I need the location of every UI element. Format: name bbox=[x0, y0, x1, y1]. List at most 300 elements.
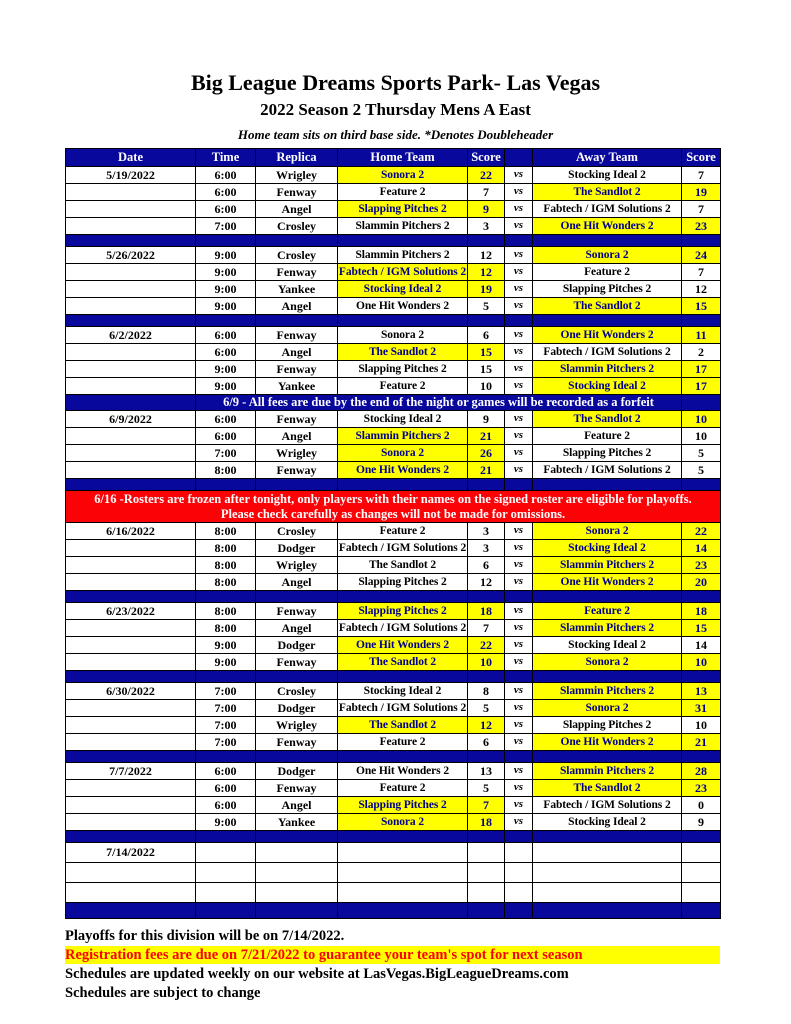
separator-row bbox=[66, 591, 721, 603]
roster-freeze-notice-line: Please check carefully as changes will not be made for omissions. bbox=[220, 506, 566, 521]
away-team-cell: Sonora 2 bbox=[533, 247, 682, 264]
away-score-cell: 0 bbox=[682, 797, 721, 814]
home-score-cell: 12 bbox=[468, 574, 505, 591]
date-cell bbox=[66, 298, 196, 315]
replica-cell: Angel bbox=[256, 344, 338, 361]
time-cell: 9:00 bbox=[196, 264, 256, 281]
vs-cell: vs bbox=[505, 411, 533, 428]
separator-cell bbox=[533, 903, 682, 919]
time-cell: 7:00 bbox=[196, 700, 256, 717]
replica-cell: Fenway bbox=[256, 184, 338, 201]
home-team-cell: Slapping Pitches 2 bbox=[338, 603, 468, 620]
separator-cell bbox=[256, 315, 338, 327]
away-score-cell: 21 bbox=[682, 734, 721, 751]
away-score-cell: 10 bbox=[682, 717, 721, 734]
separator-cell bbox=[682, 671, 721, 683]
date-cell bbox=[66, 797, 196, 814]
home-team-cell: Slammin Pitchers 2 bbox=[338, 218, 468, 235]
home-score-cell bbox=[468, 843, 505, 863]
replica-cell: Fenway bbox=[256, 780, 338, 797]
separator-cell bbox=[66, 751, 196, 763]
page-footer bbox=[65, 927, 720, 1002]
away-team-cell: The Sandlot 2 bbox=[533, 298, 682, 315]
separator-cell bbox=[505, 831, 533, 843]
replica-cell: Dodger bbox=[256, 540, 338, 557]
date-cell bbox=[66, 184, 196, 201]
vs-cell: vs bbox=[505, 428, 533, 445]
date-cell bbox=[66, 717, 196, 734]
empty-row bbox=[66, 843, 721, 863]
game-row bbox=[66, 167, 721, 184]
date-cell: 5/19/2022 bbox=[66, 167, 196, 184]
away-team-cell: Sonora 2 bbox=[533, 654, 682, 671]
away-team-cell: Stocking Ideal 2 bbox=[533, 167, 682, 184]
vs-cell bbox=[505, 863, 533, 883]
date-cell: 6/2/2022 bbox=[66, 327, 196, 344]
game-row bbox=[66, 763, 721, 780]
vs-cell: vs bbox=[505, 557, 533, 574]
replica-cell: Angel bbox=[256, 428, 338, 445]
home-team-cell: Feature 2 bbox=[338, 523, 468, 540]
away-score-cell bbox=[682, 883, 721, 903]
separator-cell bbox=[468, 831, 505, 843]
time-cell: 8:00 bbox=[196, 557, 256, 574]
home-team-cell: Slapping Pitches 2 bbox=[338, 797, 468, 814]
separator-cell bbox=[256, 235, 338, 247]
replica-cell: Fenway bbox=[256, 327, 338, 344]
separator-cell bbox=[196, 831, 256, 843]
away-team-cell: Slapping Pitches 2 bbox=[533, 281, 682, 298]
away-team-cell: Slammin Pitchers 2 bbox=[533, 620, 682, 637]
home-score-cell: 6 bbox=[468, 734, 505, 751]
time-cell: 6:00 bbox=[196, 344, 256, 361]
date-cell: 6/23/2022 bbox=[66, 603, 196, 620]
time-cell: 7:00 bbox=[196, 717, 256, 734]
vs-cell: vs bbox=[505, 700, 533, 717]
date-cell bbox=[66, 281, 196, 298]
game-row bbox=[66, 281, 721, 298]
home-score-cell: 10 bbox=[468, 378, 505, 395]
separator-cell bbox=[533, 591, 682, 603]
vs-cell: vs bbox=[505, 201, 533, 218]
time-cell: 8:00 bbox=[196, 574, 256, 591]
vs-cell: vs bbox=[505, 462, 533, 479]
separator-cell bbox=[338, 751, 468, 763]
vs-cell: vs bbox=[505, 540, 533, 557]
separator-cell bbox=[682, 591, 721, 603]
game-row bbox=[66, 734, 721, 751]
date-cell bbox=[66, 378, 196, 395]
roster-freeze-notice-line: 6/16 -Rosters are frozen after tonight, only players with their names on the signed roster are eligible for playoffs. bbox=[94, 491, 692, 506]
separator-row bbox=[66, 751, 721, 763]
column-header: Time bbox=[196, 149, 256, 167]
replica-cell: Yankee bbox=[256, 814, 338, 831]
replica-cell: Fenway bbox=[256, 734, 338, 751]
separator-cell bbox=[533, 235, 682, 247]
separator-cell bbox=[338, 831, 468, 843]
vs-cell: vs bbox=[505, 654, 533, 671]
time-cell: 9:00 bbox=[196, 814, 256, 831]
home-team-cell: Sonora 2 bbox=[338, 814, 468, 831]
separator-cell bbox=[196, 315, 256, 327]
separator-cell bbox=[256, 591, 338, 603]
home-team-cell: One Hit Wonders 2 bbox=[338, 637, 468, 654]
schedule-table bbox=[65, 148, 721, 919]
home-score-cell: 15 bbox=[468, 361, 505, 378]
replica-cell: Fenway bbox=[256, 654, 338, 671]
home-team-cell: Feature 2 bbox=[338, 378, 468, 395]
page-title: Big League Dreams Sports Park- Las Vegas bbox=[190, 70, 601, 95]
separator-cell bbox=[682, 751, 721, 763]
vs-cell: vs bbox=[505, 344, 533, 361]
game-row bbox=[66, 637, 721, 654]
date-cell: 6/9/2022 bbox=[66, 411, 196, 428]
home-score-cell: 5 bbox=[468, 298, 505, 315]
separator-cell bbox=[468, 479, 505, 491]
separator-cell bbox=[66, 903, 196, 919]
away-team-cell: Feature 2 bbox=[533, 428, 682, 445]
game-row bbox=[66, 327, 721, 344]
home-team-cell: Slammin Pitchers 2 bbox=[338, 247, 468, 264]
date-cell bbox=[66, 361, 196, 378]
away-team-cell: The Sandlot 2 bbox=[533, 780, 682, 797]
column-header: Date bbox=[66, 149, 196, 167]
away-score-cell: 15 bbox=[682, 620, 721, 637]
separator-cell bbox=[468, 903, 505, 919]
away-score-cell: 9 bbox=[682, 814, 721, 831]
home-score-cell: 5 bbox=[468, 780, 505, 797]
separator-cell bbox=[682, 315, 721, 327]
game-row bbox=[66, 428, 721, 445]
date-cell bbox=[66, 445, 196, 462]
separator-cell bbox=[505, 315, 533, 327]
away-team-cell: One Hit Wonders 2 bbox=[533, 327, 682, 344]
home-team-cell: Fabtech / IGM Solutions 2 bbox=[338, 700, 468, 717]
replica-cell bbox=[256, 863, 338, 883]
vs-cell: vs bbox=[505, 717, 533, 734]
separator-cell bbox=[505, 591, 533, 603]
home-team-cell: The Sandlot 2 bbox=[338, 717, 468, 734]
vs-cell: vs bbox=[505, 683, 533, 700]
away-team-cell: The Sandlot 2 bbox=[533, 411, 682, 428]
away-team-cell: Slammin Pitchers 2 bbox=[533, 557, 682, 574]
replica-cell: Angel bbox=[256, 201, 338, 218]
time-cell: 9:00 bbox=[196, 378, 256, 395]
time-cell: 8:00 bbox=[196, 462, 256, 479]
game-row bbox=[66, 344, 721, 361]
separator-cell bbox=[533, 671, 682, 683]
away-score-cell: 7 bbox=[682, 167, 721, 184]
time-cell: 8:00 bbox=[196, 523, 256, 540]
home-team-cell: The Sandlot 2 bbox=[338, 654, 468, 671]
time-cell bbox=[196, 883, 256, 903]
replica-cell: Wrigley bbox=[256, 445, 338, 462]
home-team-cell bbox=[338, 863, 468, 883]
separator-cell bbox=[533, 315, 682, 327]
separator-cell bbox=[196, 479, 256, 491]
home-score-cell bbox=[468, 883, 505, 903]
home-score-cell: 12 bbox=[468, 264, 505, 281]
separator-cell bbox=[682, 235, 721, 247]
vs-cell: vs bbox=[505, 378, 533, 395]
column-header-row bbox=[66, 149, 721, 167]
away-score-cell: 5 bbox=[682, 462, 721, 479]
vs-cell: vs bbox=[505, 247, 533, 264]
away-team-cell: One Hit Wonders 2 bbox=[533, 574, 682, 591]
separator-cell bbox=[338, 591, 468, 603]
vs-cell: vs bbox=[505, 637, 533, 654]
away-score-cell: 18 bbox=[682, 603, 721, 620]
game-row bbox=[66, 218, 721, 235]
away-team-cell: The Sandlot 2 bbox=[533, 184, 682, 201]
time-cell bbox=[196, 863, 256, 883]
separator-cell bbox=[682, 903, 721, 919]
replica-cell: Fenway bbox=[256, 462, 338, 479]
home-score-cell: 21 bbox=[468, 428, 505, 445]
time-cell: 7:00 bbox=[196, 683, 256, 700]
replica-cell: Dodger bbox=[256, 637, 338, 654]
home-score-cell: 12 bbox=[468, 717, 505, 734]
date-cell bbox=[66, 462, 196, 479]
time-cell: 7:00 bbox=[196, 734, 256, 751]
replica-cell: Crosley bbox=[256, 523, 338, 540]
separator-cell bbox=[468, 751, 505, 763]
separator-cell bbox=[66, 235, 196, 247]
home-team-cell: Slapping Pitches 2 bbox=[338, 574, 468, 591]
replica-cell: Yankee bbox=[256, 281, 338, 298]
game-row bbox=[66, 574, 721, 591]
game-row bbox=[66, 700, 721, 717]
home-score-cell: 21 bbox=[468, 462, 505, 479]
home-score-cell: 10 bbox=[468, 654, 505, 671]
home-score-cell bbox=[468, 863, 505, 883]
separator-row bbox=[66, 831, 721, 843]
home-team-cell: Fabtech / IGM Solutions 2 bbox=[338, 264, 468, 281]
away-score-cell: 10 bbox=[682, 428, 721, 445]
home-team-cell: Feature 2 bbox=[338, 780, 468, 797]
away-team-cell: Fabtech / IGM Solutions 2 bbox=[533, 201, 682, 218]
roster-freeze-notice bbox=[66, 491, 721, 523]
vs-cell: vs bbox=[505, 264, 533, 281]
replica-cell: Dodger bbox=[256, 763, 338, 780]
time-cell: 7:00 bbox=[196, 445, 256, 462]
separator-cell bbox=[338, 479, 468, 491]
footer-line: Schedules are updated weekly on our website at LasVegas.BigLeagueDreams.com bbox=[65, 966, 569, 982]
empty-row bbox=[66, 863, 721, 883]
separator-cell bbox=[468, 235, 505, 247]
vs-cell: vs bbox=[505, 184, 533, 201]
away-score-cell: 17 bbox=[682, 378, 721, 395]
vs-cell: vs bbox=[505, 734, 533, 751]
date-cell bbox=[66, 540, 196, 557]
vs-cell: vs bbox=[505, 780, 533, 797]
vs-cell bbox=[505, 843, 533, 863]
away-score-cell: 13 bbox=[682, 683, 721, 700]
game-row bbox=[66, 717, 721, 734]
vs-cell: vs bbox=[505, 814, 533, 831]
separator-cell bbox=[533, 479, 682, 491]
date-cell bbox=[66, 574, 196, 591]
replica-cell: Crosley bbox=[256, 218, 338, 235]
date-cell: 6/30/2022 bbox=[66, 683, 196, 700]
date-cell bbox=[66, 428, 196, 445]
column-header bbox=[505, 149, 533, 167]
time-cell: 8:00 bbox=[196, 603, 256, 620]
separator-cell bbox=[256, 831, 338, 843]
schedule-table-head bbox=[66, 149, 721, 167]
vs-cell bbox=[505, 883, 533, 903]
time-cell: 9:00 bbox=[196, 281, 256, 298]
replica-cell: Crosley bbox=[256, 683, 338, 700]
home-score-cell: 7 bbox=[468, 620, 505, 637]
replica-cell: Wrigley bbox=[256, 717, 338, 734]
away-team-cell bbox=[533, 883, 682, 903]
home-score-cell: 22 bbox=[468, 167, 505, 184]
away-score-cell: 23 bbox=[682, 218, 721, 235]
date-cell: 6/16/2022 bbox=[66, 523, 196, 540]
home-team-cell: Stocking Ideal 2 bbox=[338, 411, 468, 428]
game-row bbox=[66, 797, 721, 814]
game-row bbox=[66, 378, 721, 395]
separator-cell bbox=[66, 671, 196, 683]
game-row bbox=[66, 462, 721, 479]
game-row bbox=[66, 780, 721, 797]
separator-cell bbox=[505, 235, 533, 247]
replica-cell: Angel bbox=[256, 298, 338, 315]
vs-cell: vs bbox=[505, 797, 533, 814]
game-row bbox=[66, 264, 721, 281]
away-team-cell: Slapping Pitches 2 bbox=[533, 717, 682, 734]
separator-cell bbox=[338, 235, 468, 247]
vs-cell: vs bbox=[505, 327, 533, 344]
home-team-cell: Slammin Pitchers 2 bbox=[338, 428, 468, 445]
replica-cell: Fenway bbox=[256, 361, 338, 378]
time-cell: 6:00 bbox=[196, 411, 256, 428]
separator-cell bbox=[338, 671, 468, 683]
game-row bbox=[66, 603, 721, 620]
separator-cell bbox=[533, 831, 682, 843]
time-cell: 6:00 bbox=[196, 184, 256, 201]
away-team-cell: Fabtech / IGM Solutions 2 bbox=[533, 344, 682, 361]
home-team-cell: The Sandlot 2 bbox=[338, 557, 468, 574]
replica-cell: Fenway bbox=[256, 411, 338, 428]
fees-notice-row bbox=[66, 395, 721, 411]
separator-cell bbox=[66, 479, 196, 491]
away-score-cell: 11 bbox=[682, 327, 721, 344]
game-row bbox=[66, 814, 721, 831]
separator-cell bbox=[505, 671, 533, 683]
vs-cell: vs bbox=[505, 620, 533, 637]
separator-cell bbox=[196, 671, 256, 683]
away-team-cell: Sonora 2 bbox=[533, 700, 682, 717]
time-cell: 6:00 bbox=[196, 167, 256, 184]
game-row bbox=[66, 523, 721, 540]
time-cell: 6:00 bbox=[196, 797, 256, 814]
home-team-cell: One Hit Wonders 2 bbox=[338, 763, 468, 780]
time-cell: 6:00 bbox=[196, 428, 256, 445]
separator-row bbox=[66, 479, 721, 491]
separator-cell bbox=[66, 591, 196, 603]
home-score-cell: 6 bbox=[468, 557, 505, 574]
time-cell: 9:00 bbox=[196, 298, 256, 315]
time-cell: 6:00 bbox=[196, 327, 256, 344]
separator-cell bbox=[66, 395, 196, 411]
away-team-cell: Feature 2 bbox=[533, 264, 682, 281]
date-cell bbox=[66, 344, 196, 361]
replica-cell bbox=[256, 843, 338, 863]
date-cell bbox=[66, 201, 196, 218]
time-cell: 9:00 bbox=[196, 247, 256, 264]
home-score-cell: 26 bbox=[468, 445, 505, 462]
separator-cell bbox=[66, 315, 196, 327]
page-subtitle: 2022 Season 2 Thursday Mens A East bbox=[260, 100, 531, 119]
game-row bbox=[66, 361, 721, 378]
home-score-cell: 22 bbox=[468, 637, 505, 654]
game-row bbox=[66, 557, 721, 574]
away-team-cell: Stocking Ideal 2 bbox=[533, 378, 682, 395]
date-cell bbox=[66, 654, 196, 671]
home-score-cell: 12 bbox=[468, 247, 505, 264]
vs-cell: vs bbox=[505, 523, 533, 540]
date-cell: 7/7/2022 bbox=[66, 763, 196, 780]
separator-cell bbox=[196, 235, 256, 247]
away-score-cell bbox=[682, 843, 721, 863]
separator-cell bbox=[682, 831, 721, 843]
home-team-cell: The Sandlot 2 bbox=[338, 344, 468, 361]
separator-cell bbox=[256, 479, 338, 491]
schedule-table-body bbox=[66, 167, 721, 919]
separator-cell bbox=[505, 751, 533, 763]
separator-cell bbox=[505, 903, 533, 919]
home-team-cell: Slapping Pitches 2 bbox=[338, 361, 468, 378]
home-team-cell: Sonora 2 bbox=[338, 445, 468, 462]
away-score-cell: 28 bbox=[682, 763, 721, 780]
separator-cell bbox=[338, 315, 468, 327]
separator-cell bbox=[256, 903, 338, 919]
game-row bbox=[66, 620, 721, 637]
page-header bbox=[0, 0, 791, 142]
home-team-cell: Stocking Ideal 2 bbox=[338, 281, 468, 298]
game-row bbox=[66, 411, 721, 428]
home-team-cell: Fabtech / IGM Solutions 2 bbox=[338, 540, 468, 557]
away-score-cell: 19 bbox=[682, 184, 721, 201]
time-cell: 6:00 bbox=[196, 780, 256, 797]
home-score-cell: 18 bbox=[468, 814, 505, 831]
vs-cell: vs bbox=[505, 763, 533, 780]
date-cell bbox=[66, 637, 196, 654]
away-score-cell: 7 bbox=[682, 201, 721, 218]
home-score-cell: 3 bbox=[468, 540, 505, 557]
away-score-cell bbox=[682, 863, 721, 883]
home-team-cell bbox=[338, 843, 468, 863]
away-team-cell: Stocking Ideal 2 bbox=[533, 814, 682, 831]
away-score-cell: 12 bbox=[682, 281, 721, 298]
game-row bbox=[66, 298, 721, 315]
game-row bbox=[66, 654, 721, 671]
date-cell: 5/26/2022 bbox=[66, 247, 196, 264]
away-score-cell: 7 bbox=[682, 264, 721, 281]
vs-cell: vs bbox=[505, 281, 533, 298]
column-header: Home Team bbox=[338, 149, 468, 167]
replica-cell: Dodger bbox=[256, 700, 338, 717]
replica-cell: Wrigley bbox=[256, 557, 338, 574]
separator-cell bbox=[256, 671, 338, 683]
time-cell: 6:00 bbox=[196, 763, 256, 780]
date-cell bbox=[66, 700, 196, 717]
away-score-cell: 14 bbox=[682, 540, 721, 557]
replica-cell: Crosley bbox=[256, 247, 338, 264]
column-header: Score bbox=[682, 149, 721, 167]
